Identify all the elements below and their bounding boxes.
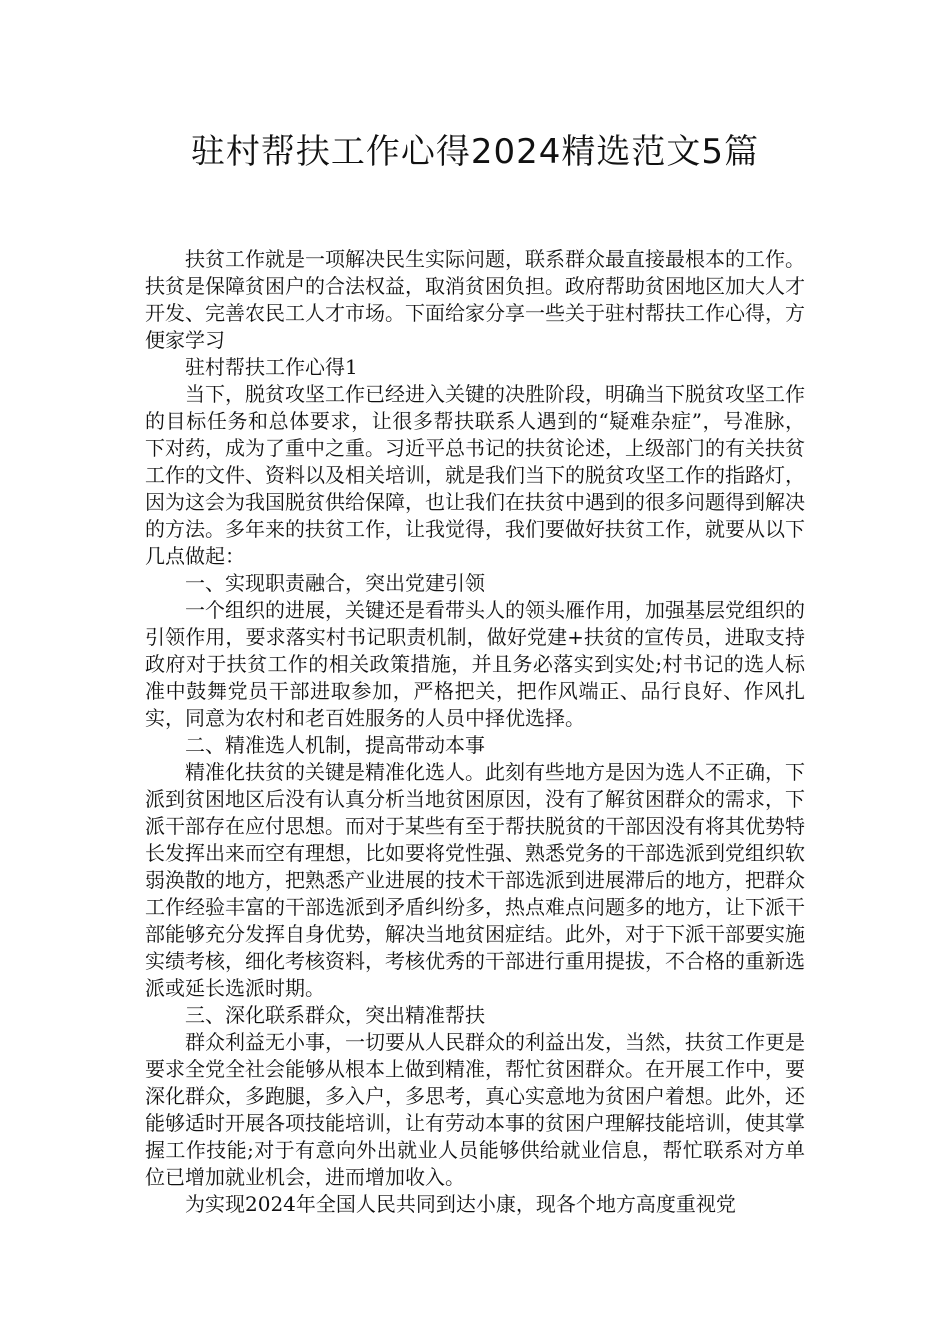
intro-paragraph: 扶贫工作就是一项解决民生实际问题，联系群众最直接最根本的工作。扶贫是保障贫困户的合法权益，取消贫困负担。政府帮助贫困地区加大人才开发、完善农民工人才市场。下面给家分享一些关于驻村帮扶工作心得，方便家学习 bbox=[145, 247, 805, 352]
body-paragraph-partial: 为实现2024年全国人民共同到达小康，现各个地方高度重视党 bbox=[185, 1192, 736, 1216]
subheading-1: 一、实现职责融合，突出党建引领 bbox=[185, 571, 485, 595]
subheading-3: 三、深化联系群众，突出精准帮扶 bbox=[185, 1003, 485, 1027]
document-body bbox=[145, 246, 805, 1218]
body-paragraph: 一个组织的进展，关键还是看带头人的领头雁作用，加强基层党组织的引领作用，要求落实村书记职责机制，做好党建+扶贫的宣传员，进取支持政府对于扶贫工作的相关政策措施，并且务必落实到实处;村书记的选人标准中鼓舞党员干部进取参加，严格把关，把作风端正、品行良好、作风扎实，同意为农村和老百姓服务的人员中择优选择。 bbox=[145, 598, 805, 730]
document-title: 驻村帮扶工作心得2024精选范文5篇 bbox=[190, 132, 760, 172]
subheading-2: 二、精准选人机制，提高带动本事 bbox=[185, 733, 485, 757]
body-paragraph: 群众利益无小事，一切要从人民群众的利益出发，当然，扶贫工作更是要求全党全社会能够从根本上做到精准，帮忙贫困群众。在开展工作中，要深化群众，多跑腿，多入户，多思考，真心实意地为贫困户着想。此外，还能够适时开展各项技能培训，让有劳动本事的贫困户理解技能培训，使其掌握工作技能;对于有意向外出就业人员能够供给就业信息，帮忙联系对方单位已增加就业机会，进而增加收入。 bbox=[145, 1030, 805, 1189]
body-paragraph: 精准化扶贫的关键是精准化选人。此刻有些地方是因为选人不正确，下派到贫困地区后没有认真分析当地贫困原因，没有了解贫困群众的需求，下派干部存在应付思想。而对于某些有至于帮扶脱贫的干部因没有将其优势特长发挥出来而空有理想，比如要将党性强、熟悉党务的干部选派到党组织软弱涣散的地方，把熟悉产业进展的技术干部选派到进展滞后的地方，把群众工作经验丰富的干部选派到矛盾纠纷多，热点难点问题多的地方，让下派干部能够充分发挥自身优势，解决当地贫困症结。此外，对于下派干部要实施实绩考核，细化考核资料，考核优秀的干部进行重用提拔，不合格的重新选派或延长选派时期。 bbox=[145, 760, 805, 1000]
section-heading-1: 驻村帮扶工作心得1 bbox=[185, 355, 358, 379]
body-paragraph: 当下，脱贫攻坚工作已经进入关键的决胜阶段，明确当下脱贫攻坚工作的目标任务和总体要求，让很多帮扶联系人遇到的“疑难杂症”，号准脉，下对药，成为了重中之重。习近平总书记的扶贫论述，上级部门的有关扶贫工作的文件、资料以及相关培训，就是我们当下的脱贫攻坚工作的指路灯，因为这会为我国脱贫供给保障，也让我们在扶贫中遇到的很多问题得到解决的方法。多年来的扶贫工作，让我觉得，我们要做好扶贫工作，就要从以下几点做起： bbox=[145, 382, 805, 568]
